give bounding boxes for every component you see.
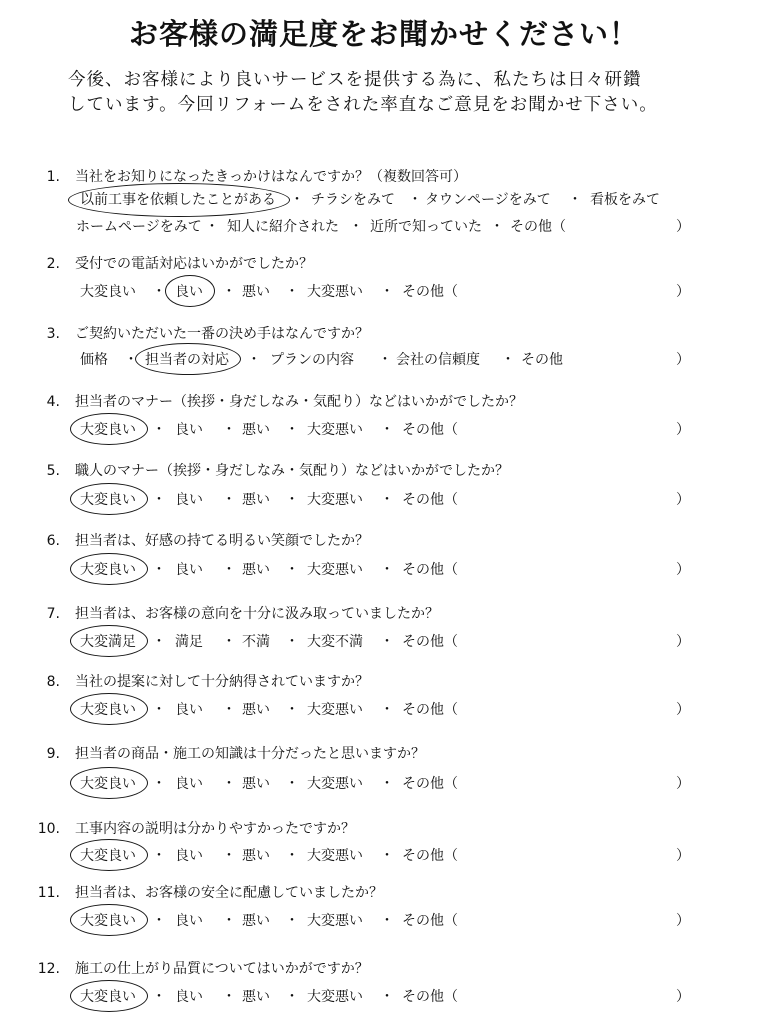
separator-dot: ・ bbox=[152, 913, 166, 929]
separator-dot: ・ bbox=[501, 352, 515, 368]
separator-dot: ・ bbox=[285, 634, 299, 650]
answer-options bbox=[0, 281, 768, 303]
answer-option[interactable]: 大変悪い bbox=[307, 776, 363, 792]
answer-option[interactable]: 良い bbox=[175, 562, 203, 578]
answer-options bbox=[0, 631, 768, 653]
separator-dot: ・ bbox=[205, 219, 219, 235]
answer-option[interactable]: 良い bbox=[175, 702, 203, 718]
separator-dot: ・ bbox=[285, 702, 299, 718]
separator-dot: ・ bbox=[152, 284, 166, 300]
question-title bbox=[0, 603, 768, 625]
question-text: 職人のマナー（挨拶・身だしなみ・気配り）などはいかがでしたか？ bbox=[75, 463, 509, 479]
closing-paren: ） bbox=[676, 776, 690, 792]
separator-dot: ・ bbox=[285, 913, 299, 929]
answer-option[interactable]: その他（ bbox=[402, 562, 458, 578]
separator-dot: ・ bbox=[152, 702, 166, 718]
question-text: 担当者は、お客様の安全に配慮していましたか？ bbox=[75, 885, 383, 901]
separator-dot: ・ bbox=[247, 352, 261, 368]
answer-option[interactable]: 悪い bbox=[242, 776, 270, 792]
question-text: 受付での電話対応はいかがでしたか？ bbox=[75, 256, 313, 272]
answer-option[interactable]: その他（ bbox=[402, 634, 458, 650]
answer-options bbox=[0, 559, 768, 581]
separator-dot: ・ bbox=[380, 913, 394, 929]
answer-options bbox=[0, 216, 768, 238]
answer-options bbox=[0, 773, 768, 795]
closing-paren: ） bbox=[676, 848, 690, 864]
question-title bbox=[0, 743, 768, 765]
separator-dot: ・ bbox=[290, 192, 304, 208]
separator-dot: ・ bbox=[124, 352, 138, 368]
closing-paren: ） bbox=[676, 284, 690, 300]
answer-option[interactable]: 悪い bbox=[242, 989, 270, 1005]
separator-dot: ・ bbox=[152, 776, 166, 792]
closing-paren: ） bbox=[676, 422, 690, 438]
question-text: 担当者のマナー（挨拶・身だしなみ・気配り）などはいかがでしたか？ bbox=[75, 394, 523, 410]
question-number: 3. bbox=[46, 326, 60, 342]
answer-option[interactable]: 満足 bbox=[175, 634, 203, 650]
answer-options bbox=[0, 189, 768, 211]
answer-option[interactable]: 大変良い bbox=[80, 422, 136, 438]
answer-option[interactable]: その他（ bbox=[402, 284, 458, 300]
separator-dot: ・ bbox=[222, 913, 236, 929]
separator-dot: ・ bbox=[222, 492, 236, 508]
question-title bbox=[0, 671, 768, 693]
separator-dot: ・ bbox=[490, 219, 504, 235]
answer-option[interactable]: その他（ bbox=[402, 989, 458, 1005]
answer-option[interactable]: 悪い bbox=[242, 492, 270, 508]
answer-option[interactable]: 良い bbox=[175, 776, 203, 792]
separator-dot: ・ bbox=[285, 562, 299, 578]
answer-option[interactable]: 大変満足 bbox=[80, 634, 136, 650]
answer-option[interactable]: 大変悪い bbox=[307, 913, 363, 929]
question-title bbox=[0, 818, 768, 840]
separator-dot: ・ bbox=[222, 422, 236, 438]
answer-option[interactable]: 不満 bbox=[242, 634, 270, 650]
separator-dot: ・ bbox=[152, 989, 166, 1005]
answer-option[interactable]: 大変悪い bbox=[307, 422, 363, 438]
answer-option[interactable]: その他（ bbox=[402, 422, 458, 438]
separator-dot: ・ bbox=[222, 848, 236, 864]
answer-option[interactable]: 大変悪い bbox=[307, 492, 363, 508]
question-title bbox=[0, 166, 768, 188]
question-number: 7. bbox=[46, 606, 60, 622]
separator-dot: ・ bbox=[408, 192, 422, 208]
answer-option[interactable]: 良い bbox=[175, 989, 203, 1005]
answer-option[interactable]: その他（ bbox=[402, 848, 458, 864]
separator-dot: ・ bbox=[285, 284, 299, 300]
question-text: 施工の仕上がり品質についてはいかがですか？ bbox=[75, 961, 369, 977]
question-title bbox=[0, 958, 768, 980]
separator-dot: ・ bbox=[380, 634, 394, 650]
separator-dot: ・ bbox=[378, 352, 392, 368]
answer-option[interactable]: その他（ bbox=[402, 913, 458, 929]
question-title bbox=[0, 391, 768, 413]
separator-dot: ・ bbox=[285, 492, 299, 508]
separator-dot: ・ bbox=[285, 989, 299, 1005]
page-title: お客様の満足度をお聞かせください！ bbox=[128, 17, 639, 51]
answer-option[interactable]: 良い bbox=[175, 913, 203, 929]
question-title bbox=[0, 882, 768, 904]
question-title bbox=[0, 530, 768, 552]
answer-option[interactable]: 会社の信頼度 bbox=[396, 352, 480, 368]
separator-dot: ・ bbox=[380, 702, 394, 718]
answer-option[interactable]: その他（ bbox=[510, 219, 566, 235]
question-number: 4. bbox=[46, 394, 60, 410]
answer-option[interactable]: ホームページをみて bbox=[76, 219, 202, 235]
answer-option[interactable]: 良い bbox=[175, 284, 203, 300]
question-text: 当社をお知りになったきっかけはなんですか？（複数回答可） bbox=[75, 169, 467, 185]
answer-option[interactable]: その他（ bbox=[402, 492, 458, 508]
answer-option[interactable]: 大変悪い bbox=[307, 848, 363, 864]
answer-option[interactable]: 良い bbox=[175, 492, 203, 508]
separator-dot: ・ bbox=[380, 422, 394, 438]
answer-options bbox=[0, 349, 768, 371]
answer-option[interactable]: 大変悪い bbox=[307, 562, 363, 578]
answer-option[interactable]: 大変良い bbox=[80, 848, 136, 864]
separator-dot: ・ bbox=[285, 848, 299, 864]
closing-paren: ） bbox=[676, 913, 690, 929]
answer-option[interactable]: その他（ bbox=[402, 702, 458, 718]
answer-option[interactable]: その他 bbox=[521, 352, 563, 368]
separator-dot: ・ bbox=[152, 422, 166, 438]
answer-option[interactable]: チラシをみて bbox=[311, 192, 395, 208]
answer-option[interactable]: 大変良い bbox=[80, 492, 136, 508]
question-number: 9. bbox=[46, 746, 60, 762]
closing-paren: ） bbox=[676, 634, 690, 650]
answer-option[interactable]: 大変悪い bbox=[307, 702, 363, 718]
question-number: 2. bbox=[46, 256, 60, 272]
separator-dot: ・ bbox=[152, 562, 166, 578]
question-number: 5. bbox=[46, 463, 60, 479]
question-number: 1. bbox=[46, 169, 60, 185]
question-number: 12. bbox=[37, 961, 60, 977]
separator-dot: ・ bbox=[285, 422, 299, 438]
answer-options bbox=[0, 699, 768, 721]
separator-dot: ・ bbox=[222, 562, 236, 578]
answer-option[interactable]: 担当者の対応 bbox=[145, 352, 229, 368]
question-title bbox=[0, 323, 768, 345]
question-title bbox=[0, 253, 768, 275]
answer-options bbox=[0, 986, 768, 1008]
closing-paren: ） bbox=[676, 702, 690, 718]
intro-line: 今後、お客様により良いサービスを提供する為に、私たちは日々研鑽 bbox=[68, 70, 642, 90]
closing-paren: ） bbox=[676, 492, 690, 508]
answer-option[interactable]: 大変良い bbox=[80, 562, 136, 578]
answer-option[interactable]: 大変良い bbox=[80, 702, 136, 718]
answer-option[interactable]: 価格 bbox=[80, 352, 108, 368]
closing-paren: ） bbox=[676, 219, 690, 235]
question-number: 6. bbox=[46, 533, 60, 549]
answer-option[interactable]: 大変悪い bbox=[307, 989, 363, 1005]
answer-options bbox=[0, 419, 768, 441]
separator-dot: ・ bbox=[380, 562, 394, 578]
separator-dot: ・ bbox=[222, 284, 236, 300]
separator-dot: ・ bbox=[349, 219, 363, 235]
answer-option[interactable]: 大変悪い bbox=[307, 284, 363, 300]
answer-option[interactable]: 悪い bbox=[242, 913, 270, 929]
answer-option[interactable]: 悪い bbox=[242, 422, 270, 438]
answer-option[interactable]: 悪い bbox=[242, 284, 270, 300]
question-text: 担当者は、好感の持てる明るい笑顔でしたか？ bbox=[75, 533, 369, 549]
answer-option[interactable]: 以前工事を依頼したことがある bbox=[80, 192, 276, 208]
question-number: 11. bbox=[37, 885, 60, 901]
answer-option[interactable]: 大変良い bbox=[80, 284, 136, 300]
separator-dot: ・ bbox=[152, 492, 166, 508]
answer-option[interactable]: 大変良い bbox=[80, 989, 136, 1005]
answer-option[interactable]: 良い bbox=[175, 422, 203, 438]
closing-paren: ） bbox=[676, 352, 690, 368]
separator-dot: ・ bbox=[152, 848, 166, 864]
separator-dot: ・ bbox=[568, 192, 582, 208]
question-text: 当社の提案に対して十分納得されていますか？ bbox=[75, 674, 369, 690]
answer-option[interactable]: 悪い bbox=[242, 702, 270, 718]
answer-option[interactable]: 知人に紹介された bbox=[227, 219, 339, 235]
intro-line: しています。今回リフォームをされた率直なご意見をお聞かせ下さい。 bbox=[68, 95, 658, 115]
answer-options bbox=[0, 489, 768, 511]
answer-option[interactable]: タウンページをみて bbox=[425, 192, 551, 208]
separator-dot: ・ bbox=[380, 776, 394, 792]
question-text: 担当者は、お客様の意向を十分に汲み取っていましたか？ bbox=[75, 606, 439, 622]
question-number: 10. bbox=[37, 821, 60, 837]
answer-options bbox=[0, 845, 768, 867]
answer-option[interactable]: 大変良い bbox=[80, 776, 136, 792]
separator-dot: ・ bbox=[380, 492, 394, 508]
closing-paren: ） bbox=[676, 562, 690, 578]
separator-dot: ・ bbox=[380, 848, 394, 864]
answer-option[interactable]: プランの内容 bbox=[270, 352, 354, 368]
question-text: 担当者の商品・施工の知識は十分だったと思いますか？ bbox=[75, 746, 425, 762]
answer-option[interactable]: 大変不満 bbox=[307, 634, 363, 650]
answer-option[interactable]: 良い bbox=[175, 848, 203, 864]
separator-dot: ・ bbox=[222, 634, 236, 650]
answer-option[interactable]: 悪い bbox=[242, 562, 270, 578]
answer-options bbox=[0, 910, 768, 932]
closing-paren: ） bbox=[676, 989, 690, 1005]
separator-dot: ・ bbox=[222, 702, 236, 718]
answer-option[interactable]: 近所で知っていた bbox=[370, 219, 482, 235]
answer-option[interactable]: 大変良い bbox=[80, 913, 136, 929]
intro-text bbox=[68, 68, 748, 118]
separator-dot: ・ bbox=[222, 989, 236, 1005]
answer-option[interactable]: 看板をみて bbox=[590, 192, 660, 208]
separator-dot: ・ bbox=[380, 284, 394, 300]
separator-dot: ・ bbox=[152, 634, 166, 650]
question-text: 工事内容の説明は分かりやすかったですか？ bbox=[75, 821, 355, 837]
separator-dot: ・ bbox=[380, 989, 394, 1005]
question-title bbox=[0, 460, 768, 482]
answer-option[interactable]: その他（ bbox=[402, 776, 458, 792]
separator-dot: ・ bbox=[222, 776, 236, 792]
separator-dot: ・ bbox=[285, 776, 299, 792]
answer-option[interactable]: 悪い bbox=[242, 848, 270, 864]
question-number: 8. bbox=[46, 674, 60, 690]
question-text: ご契約いただいた一番の決め手はなんですか？ bbox=[75, 326, 369, 342]
